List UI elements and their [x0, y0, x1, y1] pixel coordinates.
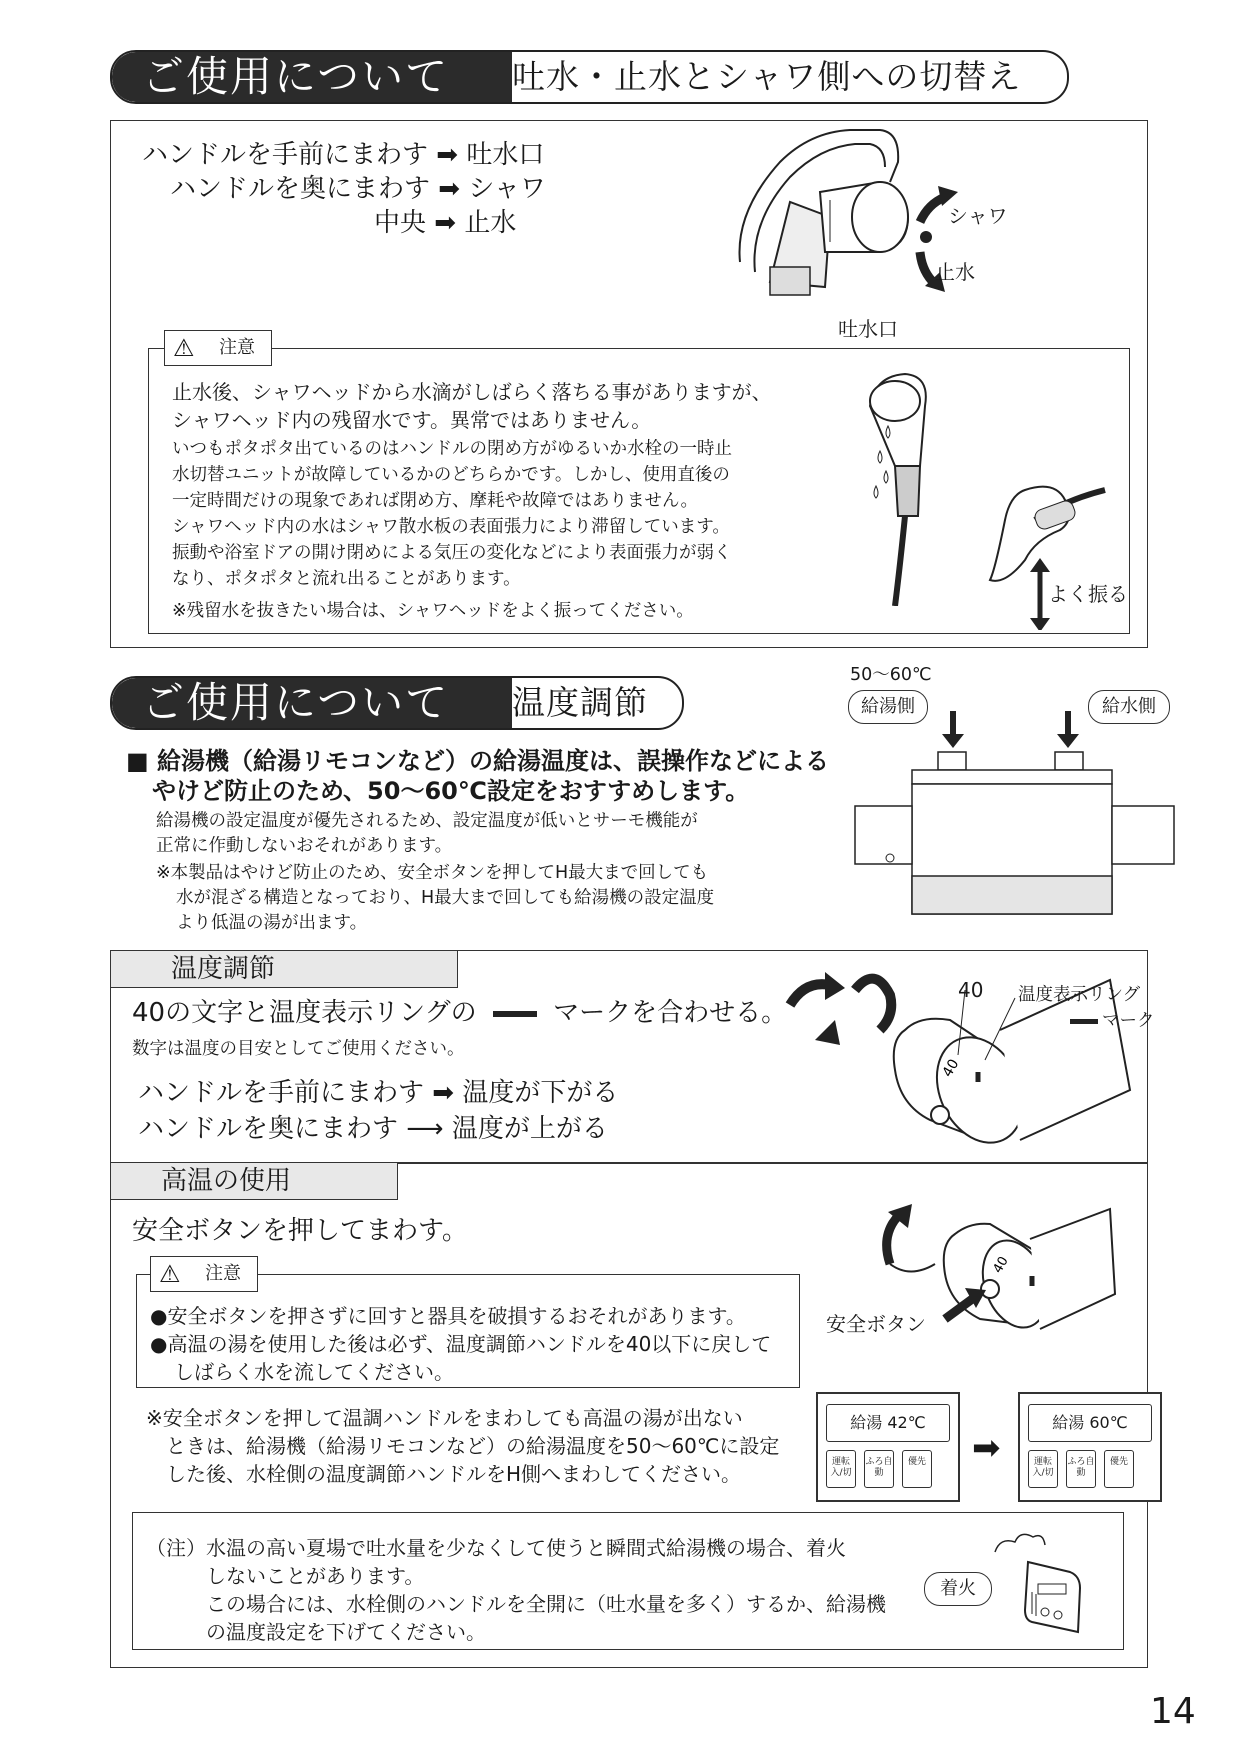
caution-line-6: シャワヘッド内の水はシャワ散水板の表面張力により滞留しています。	[172, 517, 730, 537]
sub-line-5: より低温の湯が出ます。	[176, 913, 368, 933]
arrow-right-icon: ➡	[972, 1428, 1001, 1468]
instruction-row-3	[374, 206, 516, 240]
high-temp-instruction: 安全ボタンを押してまわす。	[132, 1216, 468, 1246]
remote-bath-button[interactable]: ふろ自動	[1066, 1450, 1096, 1488]
mixer-body-diagram	[850, 706, 1180, 926]
temp-row-label: ハンドルを手前にまわす	[138, 1078, 425, 1108]
fig-mark-text: マーク	[1102, 1011, 1155, 1031]
caution-line-4: 水切替ユニットが故障しているかのどちらかです。しかし、使用直後の	[172, 465, 730, 485]
temp-adjust-line-1b: マークを合わせる。	[553, 998, 788, 1028]
ignition-label: 着火	[924, 1572, 992, 1606]
arrow-right-icon: ➡	[436, 140, 467, 170]
remote-priority-button[interactable]: 優先	[902, 1450, 932, 1488]
caution-line-2: シャワヘッド内の残留水です。異常ではありません。	[172, 408, 652, 432]
high-temp-note-1: ※安全ボタンを押して温調ハンドルをまわしても高温の湯が出ない	[146, 1406, 743, 1430]
dash-mark-icon	[1070, 1019, 1098, 1024]
remote-panel-60	[1018, 1392, 1162, 1502]
main-recommendation-line-2: やけど防止のため、50～60℃設定をおすすめします。	[152, 777, 750, 805]
instruction-label: 中央	[374, 208, 427, 238]
section2-header-light: 温度調節	[512, 683, 648, 722]
fig-ring-label: 温度表示リング	[1018, 985, 1141, 1005]
high-temp-note-3: した後、水栓側の温度調節ハンドルをH側へまわしてください。	[166, 1462, 742, 1486]
caution-line-7: 振動や浴室ドアの開け閉めによる気圧の変化などにより表面張力が弱く	[172, 543, 732, 563]
temp-range-label: 50～60℃	[850, 665, 932, 685]
fig-40-label: 40	[958, 978, 984, 1002]
remote-bath-button[interactable]: ふろ自動	[864, 1450, 894, 1488]
instruction-result: 止水	[464, 208, 517, 238]
long-arrow-right-icon: ⟶	[406, 1114, 452, 1144]
instruction-label: ハンドルを奥にまわす	[170, 174, 431, 204]
sub-line-3: ※本製品はやけど防止のため、安全ボタンを押してH最大まで回しても	[156, 863, 709, 883]
diagram-label-shower: シャワ	[948, 204, 1008, 228]
high-temp-tag: 高温の使用	[110, 1162, 398, 1200]
section2-header-dark: ご使用について	[112, 678, 512, 728]
caution-title: 注意	[219, 337, 255, 358]
warning-icon: ⚠	[159, 1260, 181, 1288]
note-prefix: （注）	[146, 1536, 206, 1560]
caution-line-1: 止水後、シャワヘッドから水滴がしばらく落ちる事がありますが、	[172, 380, 772, 404]
note-line-3: この場合には、水栓側のハンドルを全開に（吐水量を多く）するか、給湯機	[206, 1592, 886, 1616]
diagram-label-spout: 吐水口	[838, 317, 898, 341]
arrow-right-icon: ➡	[434, 208, 465, 238]
note-line-2: しないことがあります。	[206, 1564, 425, 1588]
sub-line-2: 正常に作動しないおそれがあります。	[156, 836, 453, 856]
remote-power-button[interactable]: 運転入/切	[826, 1450, 856, 1488]
instruction-row-1	[142, 138, 544, 172]
temp-adjust-line-1	[132, 996, 787, 1030]
temp-row-result: 温度が下がる	[462, 1078, 619, 1108]
instruction-result: 吐水口	[466, 140, 545, 170]
temp-adjust-tag: 温度調節	[110, 950, 458, 988]
instruction-label: ハンドルを手前にまわす	[142, 140, 429, 170]
high-temp-note-2: ときは、給湯機（給湯リモコンなど）の給湯温度を50～60℃に設定	[166, 1434, 780, 1458]
hot-side-label: 給湯側	[848, 690, 928, 724]
water-heater-icon	[990, 1522, 1090, 1640]
svg-text:40: 40	[990, 1254, 1012, 1276]
arrow-right-icon: ➡	[438, 174, 469, 204]
note-line-1: 水温の高い夏場で吐水量を少なくして使うと瞬間式給湯機の場合、着火	[206, 1536, 846, 1560]
high-temp-caution-1: ●安全ボタンを押さずに回すと器具を破損するおそれがあります。	[150, 1304, 746, 1328]
page-number: 14	[1150, 1691, 1196, 1732]
section1-header-dark: ご使用について	[112, 52, 512, 102]
caution-tag-1	[164, 330, 272, 366]
sub-line-1: 給湯機の設定温度が優先されるため、設定温度が低いとサーモ機能が	[156, 811, 698, 831]
high-temp-caution-2: ●高温の湯を使用した後は必ず、温度調節ハンドルを40以下に戻して	[150, 1332, 772, 1356]
remote-priority-button[interactable]: 優先	[1104, 1450, 1134, 1488]
note-line-4: の温度設定を下げてください。	[206, 1620, 486, 1644]
cold-side-label: 給水側	[1088, 690, 1170, 724]
temp-row-label: ハンドルを奥にまわす	[138, 1114, 399, 1144]
section1-header	[110, 50, 1069, 104]
instruction-result: シャワ	[468, 174, 546, 204]
warning-icon: ⚠	[173, 334, 195, 362]
temp-adjust-line-2: 数字は温度の目安としてご使用ください。	[132, 1039, 465, 1059]
dash-mark-icon	[493, 1011, 537, 1017]
faucet-switch-diagram	[730, 122, 1030, 342]
svg-text:40: 40	[939, 1056, 963, 1080]
temp-row-1	[138, 1076, 618, 1110]
sub-line-4: 水が混ざる構造となっており、H最大まで回しても給湯機の設定温度	[176, 888, 715, 908]
remote-panel-42	[816, 1392, 960, 1502]
shake-label: よく振る	[1048, 582, 1128, 606]
fig-mark-label	[1070, 1008, 1155, 1034]
diagram-label-stop: 止水	[935, 260, 975, 284]
high-temp-caution-3: しばらく水を流してください。	[174, 1360, 454, 1384]
temp-adjust-line-1a: 40の文字と温度表示リングの	[132, 998, 477, 1028]
caution-tag-2	[150, 1256, 258, 1292]
safety-button-label: 安全ボタン	[826, 1312, 926, 1336]
remote-display: 給湯 60℃	[1028, 1404, 1152, 1442]
section2-header	[110, 676, 684, 730]
shower-head-dripping-illustration	[850, 366, 960, 606]
caution-line-3: いつもポタポタ出ているのはハンドルの閉め方がゆるいか水栓の一時止	[172, 439, 732, 459]
main-recommendation-line-1: ■ 給湯機（給湯リモコンなど）の給湯温度は、誤操作などによる	[126, 747, 830, 775]
temp-row-result: 温度が上がる	[451, 1114, 608, 1144]
remote-power-button[interactable]: 運転入/切	[1028, 1450, 1058, 1488]
section1-header-light: 吐水・止水とシャワ側への切替え	[512, 57, 1022, 96]
caution-note: ※残留水を抜きたい場合は、シャワヘッドをよく振ってください。	[172, 601, 694, 621]
temp-row-2	[138, 1112, 608, 1146]
remote-display: 給湯 42℃	[826, 1404, 950, 1442]
arrow-right-icon: ➡	[432, 1078, 463, 1108]
caution-line-5: 一定時間だけの現象であれば閉め方、摩耗や故障ではありません。	[172, 491, 699, 511]
caution-title: 注意	[205, 1263, 241, 1284]
instruction-row-2	[170, 172, 546, 206]
caution-line-8: なり、ポタポタと流れ出ることがあります。	[172, 569, 521, 589]
